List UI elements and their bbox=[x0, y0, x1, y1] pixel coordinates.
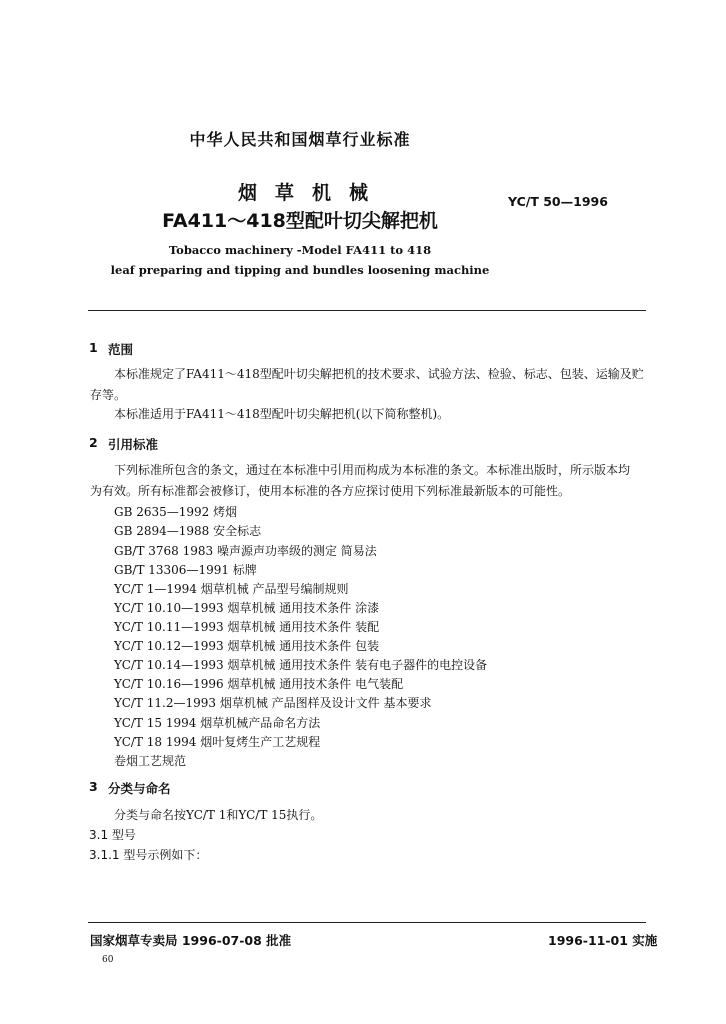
document-subtitle: FA411～418型配叶切尖解把机 bbox=[162, 210, 438, 232]
effective-date: 1996-11-01 实施 bbox=[548, 933, 658, 948]
section-title-classification: 分类与命名 bbox=[108, 781, 171, 796]
section-number: 2 bbox=[89, 435, 98, 450]
reference-item: YC/T 10.10—1993 烟草机械 通用技术条件 涂漆 bbox=[114, 601, 380, 615]
reference-item: GB 2635—1992 烤烟 bbox=[114, 505, 238, 519]
paragraph-line: 存等。 bbox=[90, 388, 127, 402]
english-title-line2: leaf preparing and tipping and bundles loosening machine bbox=[110, 263, 490, 277]
header-divider bbox=[88, 310, 646, 311]
issued-date: 国家烟草专卖局 1996-07-08 批准 bbox=[90, 933, 292, 948]
reference-item: 卷烟工艺规范 bbox=[114, 754, 187, 768]
subsection-heading: 3.1.1 型号示例如下： bbox=[89, 848, 208, 862]
english-title-line1: Tobacco machinery -Model FA411 to 418 bbox=[168, 243, 432, 257]
footer-divider bbox=[88, 922, 646, 923]
page-number: 60 bbox=[102, 955, 114, 965]
document-title: 烟草机械 bbox=[237, 182, 386, 204]
section-title-scope: 范围 bbox=[108, 342, 134, 357]
reference-item: YC/T 18 1994 烟叶复烤生产工艺规程 bbox=[114, 735, 321, 749]
paragraph-line: 为有效。所有标准都会被修订，使用本标准的各方应探讨使用下列标准最新版本的可能性。 bbox=[90, 484, 571, 498]
reference-item: YC/T 10.16—1996 烟草机械 通用技术条件 电气装配 bbox=[114, 677, 404, 691]
reference-item: YC/T 11.2—1993 烟草机械 产品图样及设计文件 基本要求 bbox=[114, 696, 432, 710]
paragraph-line: 下列标准所包含的条文，通过在本标准中引用而构成为本标准的条文。本标准出版时，所示版本均 bbox=[114, 463, 631, 477]
reference-item: GB/T 3768 1983 噪声源声功率级的测定 简易法 bbox=[114, 544, 377, 558]
reference-item: GB 2894—1988 安全标志 bbox=[114, 524, 262, 538]
reference-item: YC/T 10.14—1993 烟草机械 通用技术条件 装有电子器件的电控设备 bbox=[114, 658, 488, 672]
section-number: 1 bbox=[89, 340, 98, 355]
paragraph-line: 本标准规定了FA411～418型配叶切尖解把机的技术要求、试验方法、检验、标志、包装、运输及贮 bbox=[114, 367, 644, 381]
paragraph-line: 分类与命名按YC/T 1和YC/T 15执行。 bbox=[114, 808, 323, 822]
standard-code: YC/T 50—1996 bbox=[508, 194, 608, 209]
reference-item: GB/T 13306—1991 标牌 bbox=[114, 563, 257, 577]
subsection-heading: 3.1 型号 bbox=[89, 828, 136, 842]
reference-item: YC/T 10.12—1993 烟草机械 通用技术条件 包装 bbox=[114, 639, 380, 653]
paragraph-line: 本标准适用于FA411～418型配叶切尖解把机(以下简称整机)。 bbox=[114, 407, 450, 421]
industry-heading: 中华人民共和国烟草行业标准 bbox=[189, 130, 411, 149]
reference-item: YC/T 10.11—1993 烟草机械 通用技术条件 装配 bbox=[114, 620, 380, 634]
section-title-references: 引用标准 bbox=[108, 437, 159, 452]
reference-item: YC/T 1—1994 烟草机械 产品型号编制规则 bbox=[114, 582, 349, 596]
section-number: 3 bbox=[89, 779, 98, 794]
reference-item: YC/T 15 1994 烟草机械产品命名方法 bbox=[114, 716, 321, 730]
